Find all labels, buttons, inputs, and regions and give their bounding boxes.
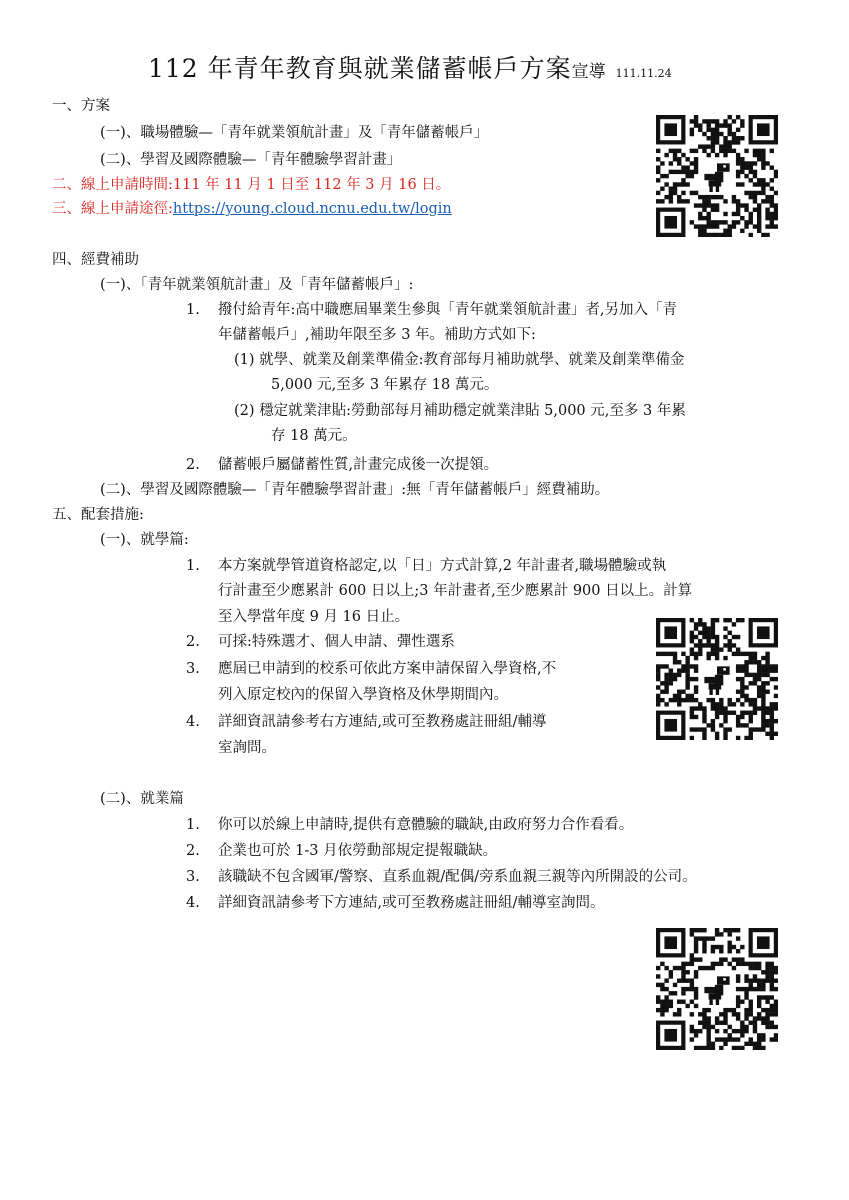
list-number: 1. (186, 817, 200, 833)
subsidy-2-line-1: (2) 穩定就業津貼:勞動部每月補助穩定就業津貼 5,000 元,至多 3 年累 (234, 403, 686, 419)
section-4-sub-1: (一)、「青年就業領航計畫」及「青年儲蓄帳戶」: (100, 277, 414, 293)
section-3-prefix: 三、線上申請途徑: (52, 201, 173, 217)
title-sub: 宣導 (571, 62, 606, 82)
section-4-sub-2: (二)、學習及國際體驗—「青年體驗學習計畫」:無「青年儲蓄帳戶」經費補助。 (100, 482, 610, 498)
education-4-line-1: 詳細資訊請參考右方連結,或可至教務處註冊組/輔導 (218, 714, 547, 730)
section-4-point-1-line-1: 撥付給青年:高中職應屆畢業生參與「青年就業領航計畫」者,另加入「青 (218, 302, 677, 318)
list-number: 4. (186, 714, 200, 730)
education-3-line-2: 列入原定校內的保留入學資格及休學期間內。 (218, 687, 508, 703)
list-number: 1. (186, 302, 200, 318)
section-5-sub-2: (二)、就業篇 (100, 791, 184, 807)
education-1-line-2: 行計畫至少應累計 600 日以上;3 年計畫者,至少應累計 900 日以上。計算 (218, 583, 693, 599)
apply-link[interactable]: https://young.cloud.ncnu.edu.tw/login (172, 201, 452, 217)
job-1: 你可以於線上申請時,提供有意體驗的職缺,由政府努力合作看看。 (218, 817, 634, 833)
list-number: 2. (186, 843, 200, 859)
section-4-point-2: 儲蓄帳戶屬儲蓄性質,計畫完成後一次提領。 (218, 457, 499, 473)
section-1-item-1: (一)、職場體驗—「青年就業領航計畫」及「青年儲蓄帳戶」 (100, 125, 489, 141)
list-number: 3. (186, 869, 200, 885)
education-4-line-2: 室詢問。 (218, 740, 276, 756)
list-number: 3. (186, 661, 200, 677)
qr-code-icon[interactable] (656, 928, 778, 1050)
education-1-line-3: 至入學當年度 9 月 16 日止。 (218, 609, 410, 625)
section-5-sub-1: (一)、就學篇: (100, 532, 189, 548)
job-3: 該職缺不包含國軍/警察、直系血親/配偶/旁系血親三親等內所開設的公司。 (218, 869, 697, 885)
education-2: 可採:特殊選才、個人申請、彈性選系 (218, 634, 455, 650)
list-number: 4. (186, 895, 200, 911)
list-number: 2. (186, 634, 200, 650)
job-2: 企業也可於 1-3 月依勞動部規定提報職缺。 (218, 843, 498, 859)
section-4-heading: 四、經費補助 (52, 252, 139, 268)
page-title (148, 49, 672, 85)
education-3-line-1: 應屆已申請到的校系可依此方案申請保留入學資格,不 (218, 661, 557, 677)
section-2-apply-time: 二、線上申請時間:111 年 11 月 1 日至 112 年 3 月 16 日。 (52, 177, 451, 193)
section-1-item-2: (二)、學習及國際體驗—「青年體驗學習計畫」 (100, 152, 402, 168)
title-date: 111.11.24 (615, 67, 672, 80)
qr-code-icon[interactable] (656, 115, 778, 237)
list-number: 2. (186, 457, 200, 473)
title-main: 112 年青年教育與就業儲蓄帳戶方案 (148, 54, 572, 83)
education-1-line-1: 本方案就學管道資格認定,以「日」方式計算,2 年計畫者,職場體驗或執 (218, 558, 667, 574)
subsidy-2-line-2: 存 18 萬元。 (271, 428, 357, 444)
section-1-heading: 一、方案 (52, 98, 110, 114)
section-3-apply-route (52, 199, 452, 219)
job-4: 詳細資訊請參考下方連結,或可至教務處註冊組/輔導室詢問。 (218, 895, 605, 911)
list-number: 1. (186, 558, 200, 574)
subsidy-1-line-1: (1) 就學、就業及創業準備金:教育部每月補助就學、就業及創業準備金 (234, 352, 685, 368)
subsidy-1-line-2: 5,000 元,至多 3 年累存 18 萬元。 (271, 377, 499, 393)
qr-code-icon[interactable] (656, 618, 778, 740)
section-4-point-1-line-2: 年儲蓄帳戶」,補助年限至多 3 年。補助方式如下: (218, 327, 536, 343)
section-5-heading: 五、配套措施: (52, 507, 144, 523)
